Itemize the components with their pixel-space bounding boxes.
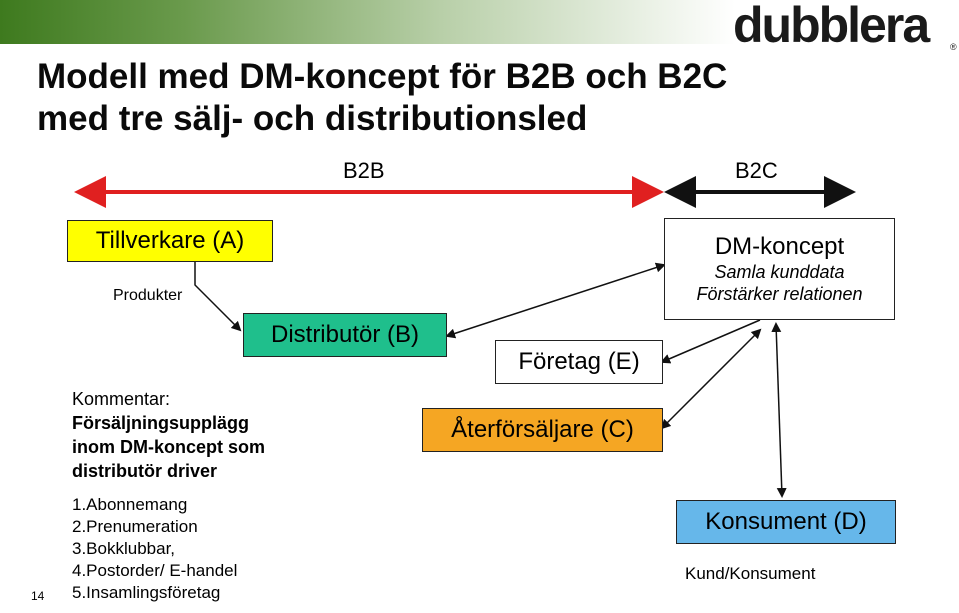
distributor-dm-connector xyxy=(447,265,664,336)
dubblera-logo: dubblera xyxy=(733,0,929,53)
dm-concept-line-1: Samla kunddata xyxy=(714,262,845,282)
dm-retailer-connector xyxy=(662,330,760,428)
list-item: 3.Bokklubbar, xyxy=(72,539,176,558)
page-number: 14 xyxy=(31,589,45,603)
distributor-box: Distributör (B) xyxy=(243,313,447,357)
sales-setup-list xyxy=(72,494,237,604)
registered-mark: ® xyxy=(950,42,957,52)
b2c-label: B2C xyxy=(735,158,778,183)
list-item: 1.Abonnemang xyxy=(72,495,188,514)
dm-company-connector xyxy=(662,320,760,362)
list-item: 5.Insamlingsföretag xyxy=(72,583,221,602)
products-connector xyxy=(195,262,240,330)
b2b-label: B2B xyxy=(343,158,385,183)
consumer-box: Konsument (D) xyxy=(676,500,896,544)
title-line-2: med tre sälj- och distributionsled xyxy=(37,99,588,138)
list-item: 4.Postorder/ E-handel xyxy=(72,561,238,580)
comment-bold-line-3: distributör driver xyxy=(72,461,218,481)
dm-consumer-connector xyxy=(776,324,782,496)
dm-concept-line-2: Förstärker relationen xyxy=(696,284,863,304)
comment-block xyxy=(72,387,265,483)
list-item: 2.Prenumeration xyxy=(72,517,198,536)
dm-concept-box xyxy=(664,218,895,320)
title-line-1: Modell med DM-koncept för B2B och B2C xyxy=(37,57,728,96)
products-label: Produkter xyxy=(113,287,183,304)
company-box: Företag (E) xyxy=(495,340,663,384)
comment-heading: Kommentar: xyxy=(72,389,171,409)
comment-bold-line-1: Försäljningsupplägg xyxy=(72,413,250,433)
retailer-box: Återförsäljare (C) xyxy=(422,408,663,452)
dm-concept-title: DM-koncept xyxy=(714,233,845,260)
customer-consumer-label: Kund/Konsument xyxy=(685,564,816,583)
comment-bold-line-2: inom DM-koncept som xyxy=(72,437,266,457)
manufacturer-box: Tillverkare (A) xyxy=(67,220,273,262)
